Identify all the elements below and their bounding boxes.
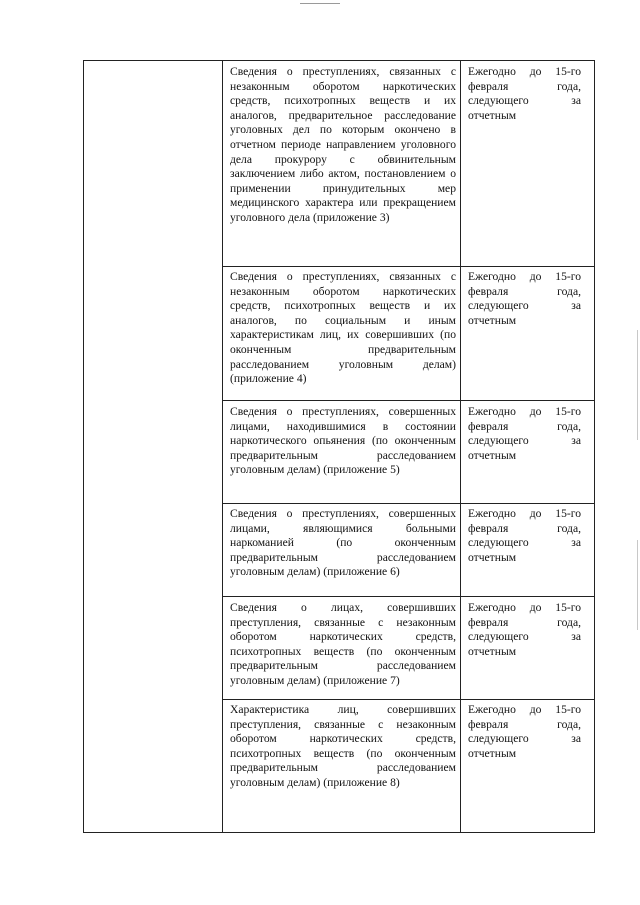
report-description: Сведения о преступлениях, совершенных лицами, находившимися в состоянии наркотического опьянения (по оконченным предварительным расследованием уголовным делам) (приложение 5) (230, 405, 456, 477)
column-divider-left (222, 61, 223, 832)
page-top-mark (300, 3, 340, 4)
row-divider (222, 503, 594, 504)
reports-table (83, 60, 595, 833)
scan-edge-artifact (637, 330, 638, 440)
row-divider (222, 596, 594, 597)
report-deadline: Ежегодно до 15-го февраля года, следующего за отчетным (468, 703, 581, 760)
report-deadline: Ежегодно до 15-го февраля года, следующего за отчетным (468, 507, 581, 564)
report-description: Характеристика лиц, совершивших преступления, связанные с незаконным оборотом наркотических средств, психотропных веществ (по оконченным предварительным расследованием уголовным делам) (приложение 8) (230, 703, 456, 789)
report-description: Сведения о преступлениях, связанных с незаконным оборотом наркотических средств, психотропных веществ и их аналогов, по социальным и иным характеристикам лиц, их совершивших (по оконченным предварительным расследованием уголовным делам) (приложение 4) (230, 270, 456, 386)
column-divider-right (460, 61, 461, 832)
report-deadline: Ежегодно до 15-го февраля года, следующего за отчетным (468, 601, 581, 658)
report-description: Сведения о преступлениях, связанных с незаконным оборотом наркотических средств, психотропных веществ и их аналогов, предварительное расследование уголовных дел по которым окончено в отчетном периоде направлением уголовного дела прокурору с обвинительным заключением либо актом, постановлением о применении принудительных мер медицинского характера или прекращением уголовного дела (приложение 3) (230, 65, 456, 224)
report-deadline: Ежегодно до 15-го февраля года, следующего за отчетным (468, 65, 581, 122)
row-divider (222, 266, 594, 267)
report-deadline: Ежегодно до 15-го февраля года, следующего за отчетным (468, 270, 581, 327)
row-divider (222, 699, 594, 700)
scan-edge-artifact (637, 540, 638, 630)
report-deadline: Ежегодно до 15-го февраля года, следующего за отчетным (468, 405, 581, 462)
report-description: Сведения о преступлениях, совершенных лицами, являющимися больными наркоманией (по оконченным предварительным расследованием уголовным делам) (приложение 6) (230, 507, 456, 579)
row-divider (222, 400, 594, 401)
report-description: Сведения о лицах, совершивших преступления, связанные с незаконным оборотом наркотических средств, психотропных веществ (по оконченным предварительным расследованием уголовным делам) (приложение 7) (230, 601, 456, 687)
